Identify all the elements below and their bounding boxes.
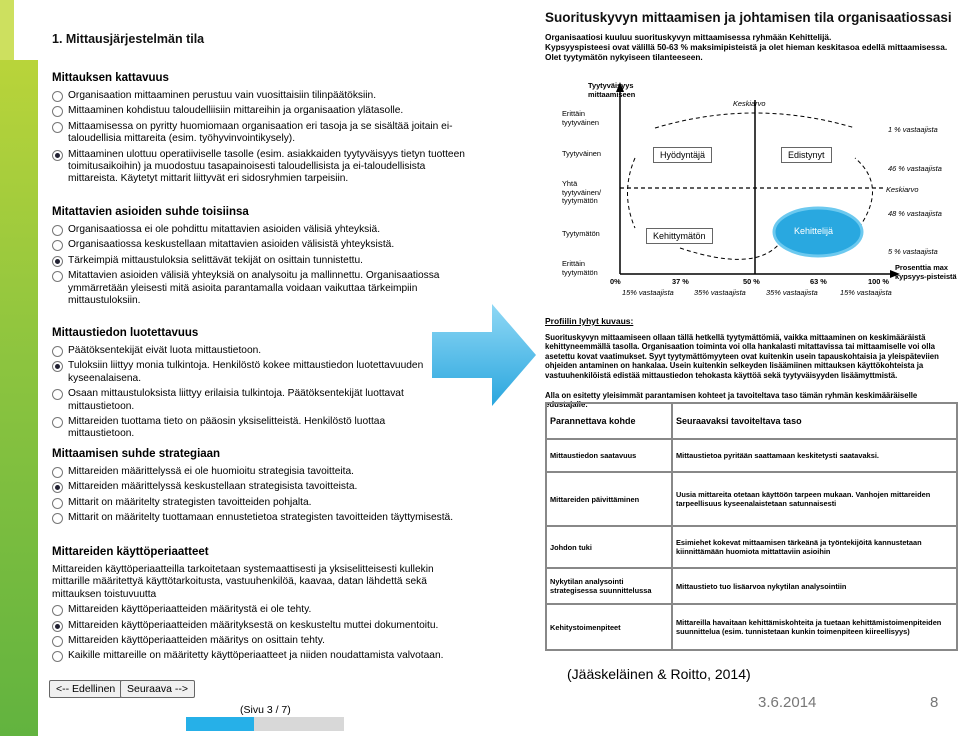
option-label: Kaikille mittareille on määritetty käyttöperiaatteet ja niiden noudattamista valvotaan. [68,650,444,662]
x-tick-label: 0% [610,277,621,286]
option-label: Mittarit on määritelty strategisten tavoitteiden pohjalta. [68,496,312,508]
share-label: 35% vastaajista [766,288,818,297]
option[interactable] [52,90,472,102]
table-cell: Mittaustiedon saatavuus [546,439,672,472]
section-title: Mittaamisen suhde strategiaan [52,448,221,460]
radio-button[interactable] [52,122,63,133]
section-title: Mittareiden käyttöperiaatteet [52,546,209,558]
share-label: 5 % vastaajista [888,247,938,256]
arrow-right-icon [430,300,540,410]
progress-fill [186,717,254,731]
report-title: Suorituskyvyn mittaamisen ja johtamisen tila organisaatiossasi [545,10,952,25]
radio-button[interactable] [52,106,63,117]
radio-button-selected[interactable] [52,150,63,161]
x-tick-label: 100 % [868,277,889,286]
slide-date: 3.6.2014 [758,694,817,711]
y-level-label: Tyytyväinen [562,149,602,158]
table-cell: Mittareilla havaitaan kehittämiskohteita ja tuetaan kehittämistoimenpiteiden suunnittelua (esim. tunnistetaan kunkin toimenpiteen kiireellisyys) [672,604,957,650]
option-label: Mitattavien asioiden välisiä yhteyksiä on analysoitu ja mallinnettu. Organisaatiossa ymmärretään yleisesti mitä asioita parantamalla voidaan vaikuttaa tärkeimpiin mittaustuloksiin. [68,270,440,307]
section-strategy [52,448,472,528]
share-label: 35% vastaajista [694,288,746,297]
option[interactable] [52,512,472,524]
radio-button-selected[interactable] [52,482,63,493]
share-label: 48 % vastaajista [888,209,942,218]
radio-button-selected[interactable] [52,621,63,632]
share-label: 46 % vastaajista [888,164,942,173]
radio-button[interactable] [52,240,63,251]
option[interactable] [52,635,472,647]
table-cell: Uusia mittareita otetaan käyttöön tarpeen mukaan. Vanhojen mittareiden tarpeellisuus kyseenalaistetaan satunnaisesti [672,472,957,526]
section-title: Mittaustiedon luotettavuus [52,327,199,339]
section-usage [52,546,472,666]
table-intro: Alla on esitetty yleisimmät parantamisen kohteet ja tavoiteltava taso tämän ryhmän keskimääräiselle edustajalle: [545,391,918,409]
option[interactable] [52,345,452,357]
section-title: Mittauksen kattavuus [52,72,169,84]
radio-button[interactable] [52,271,63,282]
option-label: Tärkeimpiä mittaustuloksia selittävät tekijät on osittain tunnistettu. [68,254,364,266]
option[interactable] [52,497,472,509]
option-label: Mittaamisessa on pyritty huomiomaan organisaation eri tasoja ja se sisältää joitain ei-taloudellisia mittareita (esim. työhyvinvointikysely). [68,120,453,145]
section-reliability [52,327,452,444]
table-row [546,568,957,604]
flow-arrow-bottom [680,243,780,259]
option-label: Mittarit on määritelty tuottamaan ennustetietoa strategisten tavoitteiden täyttymisestä. [68,512,454,524]
option-label: Mittareiden tuottama tieto on pääosin yksiselitteistä. Henkilöstö luottaa mittaustietoon. [68,416,386,440]
section-relations [52,206,472,310]
option[interactable] [52,105,472,117]
radio-button[interactable] [52,389,63,400]
previous-button[interactable]: <-- Edellinen [49,680,122,698]
option[interactable] [52,121,472,146]
option-label: Organisaatiossa keskustellaan mitattavien asioiden välisistä yhteyksistä. [68,239,395,251]
radio-button[interactable] [52,467,63,478]
table-cell: Kehitystoimenpiteet [546,604,672,650]
table-header-row [546,403,957,439]
option[interactable] [52,388,452,413]
option-label: Osaan mittaustuloksista liittyy erilaisia tulkintoja. Päätöksentekijät luottavat mittaustietoon. [68,388,404,412]
radio-button[interactable] [52,651,63,662]
maturity-map [540,78,960,306]
option-label: Päätöksentekijät eivät luota mittaustietoon. [68,345,262,356]
progress-bar [186,717,344,731]
radio-button[interactable] [52,417,63,428]
average-label: Keskiarvo [733,99,766,108]
table-row [546,604,957,650]
section-note: Mittareiden käyttöperiaatteilla tarkoitetaan systemaattisesti ja yksiselitteisesti kullekin mittarille määritettyä käyttötarkoitusta, vastuuhenkilöä, kaavaa, datan lähdettä sekä mittauksen toistuvuutta [52,564,434,600]
quadrant-label: Hyödyntäjä [653,147,712,163]
table-cell: Johdon tuki [546,526,672,568]
option[interactable] [52,270,472,307]
decor-bar-left [0,60,38,736]
radio-button-selected[interactable] [52,256,63,267]
x-axis-title: Prosenttia max kypsyys-pisteistä [895,263,957,281]
radio-button[interactable] [52,498,63,509]
table-row [546,439,957,472]
intro-line: Organisaatiosi kuuluu suorituskyvyn mittaamisessa ryhmään Kehittelijä. [545,32,832,42]
quadrant-label: Kehittelijä [794,226,834,236]
section-title: Mitattavien asioiden suhde toisiinsa [52,206,249,218]
table-cell: Mittaustieto tuo lisäarvoa nykytilan analysointiin [672,568,957,604]
slide-number: 8 [930,694,939,711]
option-label: Mittaaminen kohdistuu taloudelliisiin mittareihin ja organisaation ylätasolle. [68,105,404,117]
option[interactable] [52,650,472,662]
table-row [546,472,957,526]
option[interactable] [52,360,452,385]
intro-line: Kypsyyspisteesi ovat välillä 50-63 % maksimipisteistä ja olet hieman keskitasoa edellä mittaamisessa. Olet tyytymätön nykyiseen tilanteeseen. [545,42,948,62]
table-cell: Esimiehet kokevat mittaamisen tärkeänä ja työntekijöitä kannustetaan kiinnittämään huomiota mittattaviin asioihin [672,526,957,568]
option-label: Tuloksiin liittyy monia tulkintoja. Henkilöstö kokee mittaustiedon luotettavuuden kyseenalaisena. [68,360,424,384]
y-level-label: Erittäin tyytyväinen [562,109,599,127]
share-label: 1 % vastaajista [888,125,938,134]
option-label: Mittareiden käyttöperiaatteiden määrityksestä on keskusteltu muttei dokumentoitu. [68,619,439,631]
option[interactable] [52,149,472,186]
profile-text: Suorituskyvyn mittaamiseen ollaan tällä hetkellä tyytymättömiä, vaikka mittaaminen on keskimääräistä kehittyneemmällä tasolla. Organisaation toiminta voi olla hankalasti mitattavissa tai mittaamiselle voi olla asetettu kovat vaatimukset. Syyt tyytymättömyyteen ovat kuitenkin usein tapauskohtaisia ja yleispäteviien ohjeiden antaminen on hankalaa. Usein kuitenkin selkeyden lisäämiinen mittauksen käyttökohteista ja vastuuhenkilöistä edistää mittaustiedon tehokasta käyttöä sekä tyytyväisyyden lisäämyttmistä. [545,333,939,380]
x-tick-label: 63 % [810,277,827,286]
radio-button[interactable] [52,636,63,647]
improvement-table [545,402,958,651]
option-label: Mittareiden määrittelyssä ei ole huomioitu strategisia tavoitteita. [68,466,354,477]
average-label: Keskiarvo [886,185,919,194]
section-coverage [52,72,472,189]
table-header: Parannettava kohde [546,403,672,439]
radio-button[interactable] [52,605,63,616]
page-indicator: (Sivu 3 / 7) [240,704,291,716]
radio-button-selected[interactable] [52,361,63,372]
radio-button[interactable] [52,513,63,524]
option[interactable] [52,481,472,493]
option[interactable] [52,604,472,616]
x-tick-label: 37 % [672,277,689,286]
option[interactable] [52,466,472,478]
x-tick-label: 50 % [743,277,760,286]
y-level-label: Erittäin tyytymätön [562,259,598,277]
citation: (Jääskeläinen & Roitto, 2014) [567,666,751,682]
option-label: Organisaation mittaaminen perustuu vain vuosittaisiin tilinpäätöksiin. [68,90,377,101]
option-label: Mittareiden käyttöperiaatteiden määritystä ei ole tehty. [68,604,312,616]
share-label: 15% vastaajista [622,288,674,297]
option-label: Mittareiden määrittelyssä keskustellaan strategisista tavoitteista. [68,481,358,493]
report-intro [545,32,955,62]
option[interactable] [52,620,472,632]
survey-heading: 1. Mittausjärjestelmän tila [52,32,205,46]
y-level-label: Yhtä tyytyväinen/ tyytymätön [562,179,602,205]
table-row [546,526,957,568]
quadrant-label: Edistynyt [781,147,832,163]
survey-panel [40,0,480,736]
option-label: Organisaatiossa ei ole pohdittu mitattavien asioiden välisiä yhteyksiä. [68,224,381,235]
radio-button[interactable] [52,225,63,236]
flow-arrow-left [628,158,636,228]
option-label: Mittareiden käyttöperiaatteiden määritys on osittain tehty. [68,635,325,647]
option-label: Mittaaminen ulottuu operatiiviselle tasolle (esim. asiakkaiden tyytyväisyys tietyn tuotteen toimitusaikoihin) ja muodostuu tasapainoisesti taloudellisista ja ei-taloudellisista mittareista. Käytetyt mittarit liittyvät eri sidosryhmien tarpeisiin. [68,148,465,185]
y-level-label: Tyytymätön [562,229,600,238]
radio-button[interactable] [52,346,63,357]
decor-bar-top [0,0,14,60]
option[interactable] [52,224,472,236]
table-header: Seuraavaksi tavoiteltava taso [672,403,957,439]
report-panel [540,0,960,736]
y-axis-title: Tyytyväisyys mittaamiseen [588,81,636,99]
table-cell: Mittareiden päivittäminen [546,472,672,526]
table-cell: Mittaustietoa pyritään saattamaan keskitetysti saatavaksi. [672,439,957,472]
profile-heading: Profiilin lyhyt kuvaus: [545,316,634,326]
radio-button[interactable] [52,91,63,102]
next-button[interactable]: Seuraava --> [120,680,195,698]
option[interactable] [52,239,472,251]
option[interactable] [52,255,472,267]
share-label: 15% vastaajista [840,288,892,297]
table-cell: Nykytilan analysointi strategisessa suunnittelussa [546,568,672,604]
quadrant-label: Kehittymätön [646,228,713,244]
option[interactable] [52,416,452,441]
